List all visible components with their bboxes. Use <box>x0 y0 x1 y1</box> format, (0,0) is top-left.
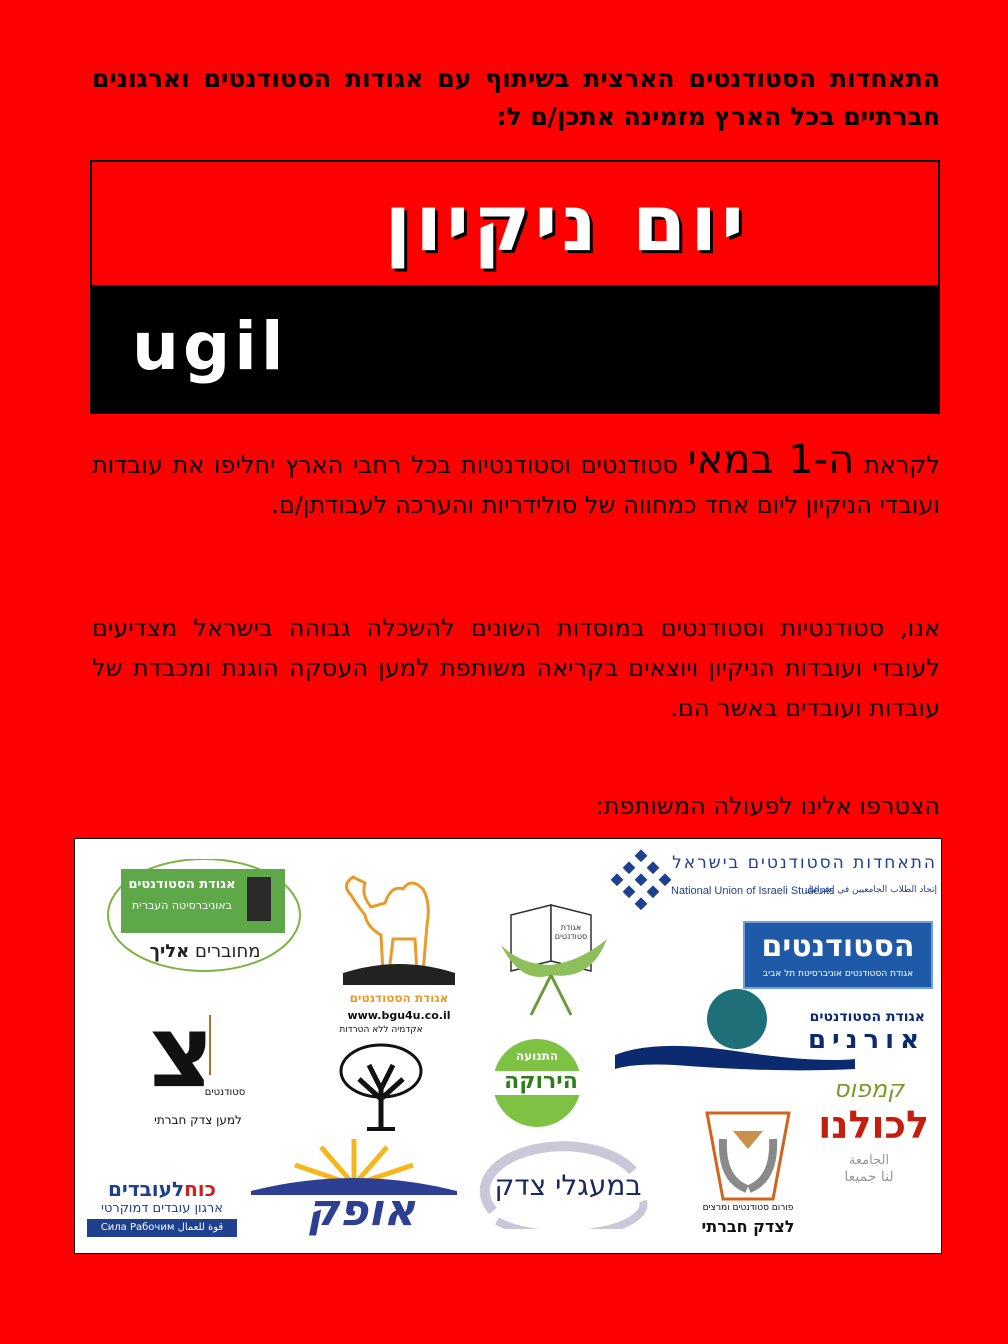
intro-text: התאחדות הסטודנטים הארצית בשיתוף עם אגודות הסטודנטים וארגונים חברתיים בכל הארץ מזמינה אתכן/ם ל: <box>92 64 940 131</box>
green-line1: התנועה <box>515 1049 559 1063</box>
huji-slogan-a: מחוברים <box>195 941 261 962</box>
logo-nuis <box>611 845 937 915</box>
tau-title: הסטודנטים <box>761 929 915 964</box>
tzedek-line2: למען צדק חברתי <box>154 1113 242 1127</box>
event-banner <box>90 160 940 414</box>
logo-tzedek <box>143 993 253 1135</box>
maagalei-text: במעגלי צדק <box>494 1169 642 1202</box>
logo-ofek <box>251 1135 457 1235</box>
logo-green-movement <box>483 1035 599 1129</box>
partner-logos-panel <box>74 838 942 1254</box>
bgu-url: www.bgu4u.co.il <box>347 1009 451 1022</box>
academia-arc: אקדמיה ללא הטרדות <box>339 1025 423 1035</box>
koach-line2: ארגון עובדים דמוקרטי <box>101 1201 223 1216</box>
book-text: אגודת סטודנטים <box>554 923 588 941</box>
logo-tau <box>743 921 933 989</box>
nuis-arabic: إتحاد الطلاب الجامعيين في إسرائيل <box>804 885 937 895</box>
tzedek-line1: סטודנטים <box>204 1087 246 1098</box>
banner-title: יום ניקיון <box>384 179 748 269</box>
kampus-line4: لنا جميعا <box>844 1169 894 1185</box>
koach-line1b: לעובדים <box>108 1177 185 1201</box>
green-line2: הירוקה <box>504 1069 578 1094</box>
kampus-line3: الجامعة <box>848 1153 890 1168</box>
para1-highlight: ה-1 במאי <box>687 437 855 483</box>
logo-book-leaves <box>481 875 621 1017</box>
bgu-name: אגודת הסטודנטים <box>349 991 449 1005</box>
para1-before: לקראת <box>854 451 940 479</box>
logo-bgu <box>331 855 467 1023</box>
logo-academia <box>329 1025 433 1135</box>
koach-line1 <box>87 1177 237 1201</box>
kampus-line1: קמפוס <box>833 1075 905 1103</box>
logo-maagalei-tzedek <box>473 1141 653 1229</box>
logo-koach-laovdim <box>87 1177 237 1239</box>
tau-sub: אגודת הסטודנטים אוניברסיטת תל אביב <box>762 969 914 979</box>
koach-line1a: כוח <box>184 1177 216 1201</box>
scales-icon <box>209 1015 241 1075</box>
forum-line1: פורום סטודנטים ומרצים <box>702 1203 794 1213</box>
logo-kampus <box>819 1075 929 1191</box>
huji-emblem-icon <box>247 877 271 921</box>
join-call: הצטרפו אלינו לפעולה המשותפת: <box>595 792 940 820</box>
huji-slogan <box>125 941 285 962</box>
tree-icon <box>329 1039 433 1135</box>
oranim-line2: אורנים <box>807 1025 925 1055</box>
banner-subtitle: ugil <box>132 308 288 385</box>
koach-line3: Сила Рабочим قوة للعمال <box>87 1219 237 1237</box>
oranim-line1: אגודת הסטודנטים <box>809 1009 925 1025</box>
kampus-line2: לכולנו <box>818 1103 929 1147</box>
tzedek-letter: צ <box>149 993 215 1110</box>
ofek-text: אופק <box>306 1185 416 1236</box>
camel-icon <box>331 855 467 995</box>
paragraph-statement: אנו, סטודנטיות וסטודנטים במוסדות השונים להשכלה גבוהה בישראל מצדיעים לעובדי ועובדות הניקיון ויוצאים בקריאה משותפת למען העסקה הוגנת ומכבדת של עובדות ועובדים באשר הם. <box>92 614 940 722</box>
para1-after: סטודנטים וסטודנטיות בכל רחבי הארץ יחליפו את עובדות ועובדי הניקיון ליום אחד כמחווה של סולידריות והערכה לעבודתן/ם. <box>92 451 940 519</box>
logo-hebrew-university <box>105 859 303 977</box>
hands-icon <box>693 1109 803 1205</box>
logo-forum <box>693 1109 803 1239</box>
huji-line2: באוניברסיטה העברית <box>132 899 232 912</box>
huji-line1: אגודת הסטודנטים <box>128 877 236 892</box>
nuis-english: National Union of Israeli Students <box>671 885 835 897</box>
nuis-hebrew: התאחדות הסטודנטים בישראל <box>672 853 937 873</box>
forum-line2: לצדק חברתי <box>701 1217 795 1236</box>
paragraph-may-first <box>92 437 940 525</box>
huji-slogan-b: אליך <box>149 941 190 962</box>
book-leaves-icon <box>481 875 621 1017</box>
logo-oranim <box>615 989 937 1073</box>
